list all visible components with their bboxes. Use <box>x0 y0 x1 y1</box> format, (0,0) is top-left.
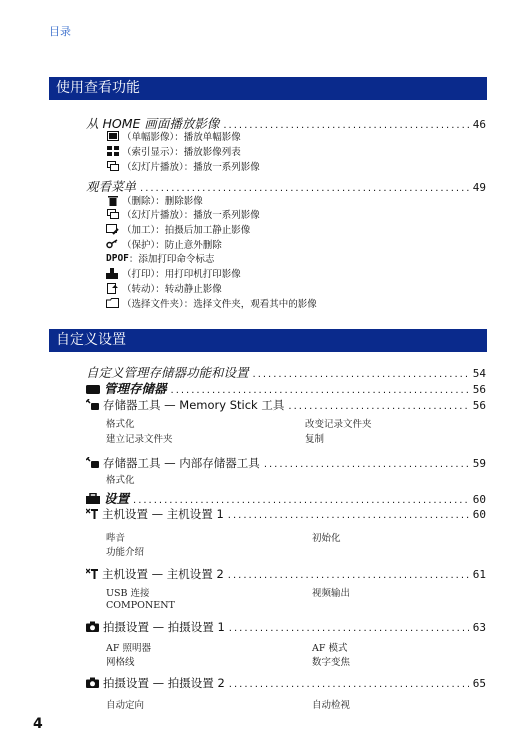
section-custom-title: 自定义设置 <box>49 329 487 352</box>
sub-option: USB 连接 <box>106 588 150 599</box>
toc-entry-ms-tool[interactable] <box>86 397 486 413</box>
sub-option: 初始化 <box>312 533 341 544</box>
camera-icon <box>86 621 99 635</box>
sub-item <box>106 296 317 310</box>
entry-title: 主机设置 — 主机设置 1 <box>102 507 224 521</box>
entry-title-wrap <box>86 397 284 413</box>
toc-entry-manage-memory[interactable] <box>86 379 486 397</box>
sub-option: 数字变焦 <box>312 657 351 668</box>
sub-option: AF 照明器 <box>106 643 151 654</box>
toc-entry-main-settings-2[interactable] <box>86 566 486 582</box>
sub-item <box>106 281 222 295</box>
sub-label: （打印）：用打印机打印影像 <box>122 269 241 280</box>
sub-label: （索引显示）：播放影像列表 <box>122 147 241 158</box>
folder-icon <box>106 298 119 309</box>
toc-entry-settings[interactable] <box>86 489 486 507</box>
dot-leader <box>229 679 469 690</box>
entry-page: 54 <box>472 367 486 380</box>
sub-item <box>106 251 214 265</box>
entry-page: 63 <box>472 621 486 634</box>
sub-option: COMPONENT <box>106 600 175 611</box>
sub-label: （单幅影像）：播放单幅影像 <box>122 132 241 143</box>
sub-option: 视频输出 <box>312 588 351 599</box>
entry-title: 从 HOME 画面播放影像 <box>86 116 220 131</box>
entry-page: 49 <box>472 181 486 194</box>
sub-label: （转动）：转动静止影像 <box>122 284 222 295</box>
entry-page: 56 <box>472 399 486 412</box>
sub-item <box>106 266 241 280</box>
single-image-icon <box>106 131 119 142</box>
sub-item <box>106 129 241 143</box>
entry-page: 61 <box>472 568 486 581</box>
dot-leader <box>229 623 469 634</box>
toc-entry-shooting-settings-1[interactable] <box>86 619 486 635</box>
slideshow-icon <box>106 209 119 220</box>
entry-page: 60 <box>472 493 486 506</box>
sub-label: （选择文件夹）：选择文件夹，观看其中的影像 <box>122 299 317 310</box>
sub-option: 复制 <box>305 434 325 445</box>
sub-label: ：添加打印命令标志 <box>128 254 215 265</box>
main-settings-icon <box>86 508 98 522</box>
entry-title-wrap <box>86 379 167 397</box>
section-playback-title: 使用查看功能 <box>49 77 487 100</box>
entry-page: 56 <box>472 383 486 396</box>
memory-card-icon <box>86 382 100 397</box>
rotate-icon <box>106 283 119 294</box>
dot-leader <box>228 570 469 581</box>
entry-title: 管理存储器 <box>104 381 167 396</box>
dot-leader <box>288 401 468 412</box>
dot-leader <box>171 385 469 396</box>
entry-page: 65 <box>472 677 486 690</box>
sub-item <box>106 237 222 251</box>
toc-entry-internal-tool[interactable] <box>86 455 486 471</box>
entry-title: 存储器工具 — 内部存储器工具 <box>103 456 260 470</box>
sub-option: 功能介绍 <box>106 547 145 558</box>
trash-icon <box>106 195 119 206</box>
slideshow-icon <box>106 161 119 172</box>
sub-label: （删除）：删除影像 <box>122 196 203 207</box>
entry-title: 设置 <box>104 491 130 506</box>
toc-entry-shooting-settings-2[interactable] <box>86 675 486 691</box>
sub-label: （幻灯片播放）：播放一系列影像 <box>122 210 260 221</box>
dot-leader <box>223 120 468 131</box>
dot-leader <box>264 459 469 470</box>
entry-page: 46 <box>472 118 486 131</box>
entry-title: 拍摄设置 — 拍摄设置 1 <box>103 620 225 634</box>
sub-option: 网格线 <box>106 657 135 668</box>
print-icon <box>106 268 119 279</box>
memory-tool-icon <box>86 457 99 471</box>
sub-item <box>106 144 241 158</box>
sub-option: 哔音 <box>106 533 126 544</box>
sub-option: 格式化 <box>106 419 135 430</box>
entry-title: 存储器工具 — Memory Stick 工具 <box>103 398 285 412</box>
entry-title: 观看菜单 <box>86 179 137 194</box>
toolbox-icon <box>86 492 100 507</box>
memory-tool-icon <box>86 399 99 413</box>
sub-item <box>106 222 250 236</box>
entry-title-wrap <box>86 619 225 635</box>
retouch-icon <box>106 224 119 235</box>
sub-option: 自动定向 <box>106 700 145 711</box>
sub-label: （加工）：拍摄后加工静止影像 <box>122 225 251 236</box>
sub-item <box>106 193 203 207</box>
dpof-icon: DPOF <box>106 252 129 264</box>
toc-entry-main-settings-1[interactable] <box>86 506 486 522</box>
entry-page: 59 <box>472 457 486 470</box>
sub-option: 自动检视 <box>312 700 351 711</box>
dot-leader <box>133 495 469 506</box>
sub-label: （幻灯片播放）：播放一系列影像 <box>122 162 260 173</box>
camera-icon <box>86 677 99 691</box>
entry-title-wrap <box>86 455 260 471</box>
entry-title-wrap <box>86 506 224 522</box>
protect-key-icon <box>106 239 119 250</box>
sub-option: 建立记录文件夹 <box>106 434 173 445</box>
sub-option: AF 模式 <box>312 643 348 654</box>
sub-option: 格式化 <box>106 475 135 486</box>
toc-link[interactable]: 目录 <box>49 25 71 38</box>
sub-item <box>106 207 260 221</box>
main-settings-icon <box>86 568 98 582</box>
entry-title-wrap <box>86 675 225 691</box>
sub-label: （保护）：防止意外删除 <box>122 240 222 251</box>
entry-title-wrap <box>86 489 129 507</box>
dot-leader <box>228 510 469 521</box>
sub-option: 改变记录文件夹 <box>305 419 372 430</box>
page-number: 4 <box>33 716 43 732</box>
sub-item <box>106 159 260 173</box>
entry-page: 60 <box>472 508 486 521</box>
index-grid-icon <box>106 146 119 157</box>
entry-title: 主机设置 — 主机设置 2 <box>102 567 224 581</box>
entry-title: 自定义管理存储器功能和设置 <box>86 365 249 380</box>
entry-title-wrap <box>86 566 224 582</box>
entry-title: 拍摄设置 — 拍摄设置 2 <box>103 676 225 690</box>
